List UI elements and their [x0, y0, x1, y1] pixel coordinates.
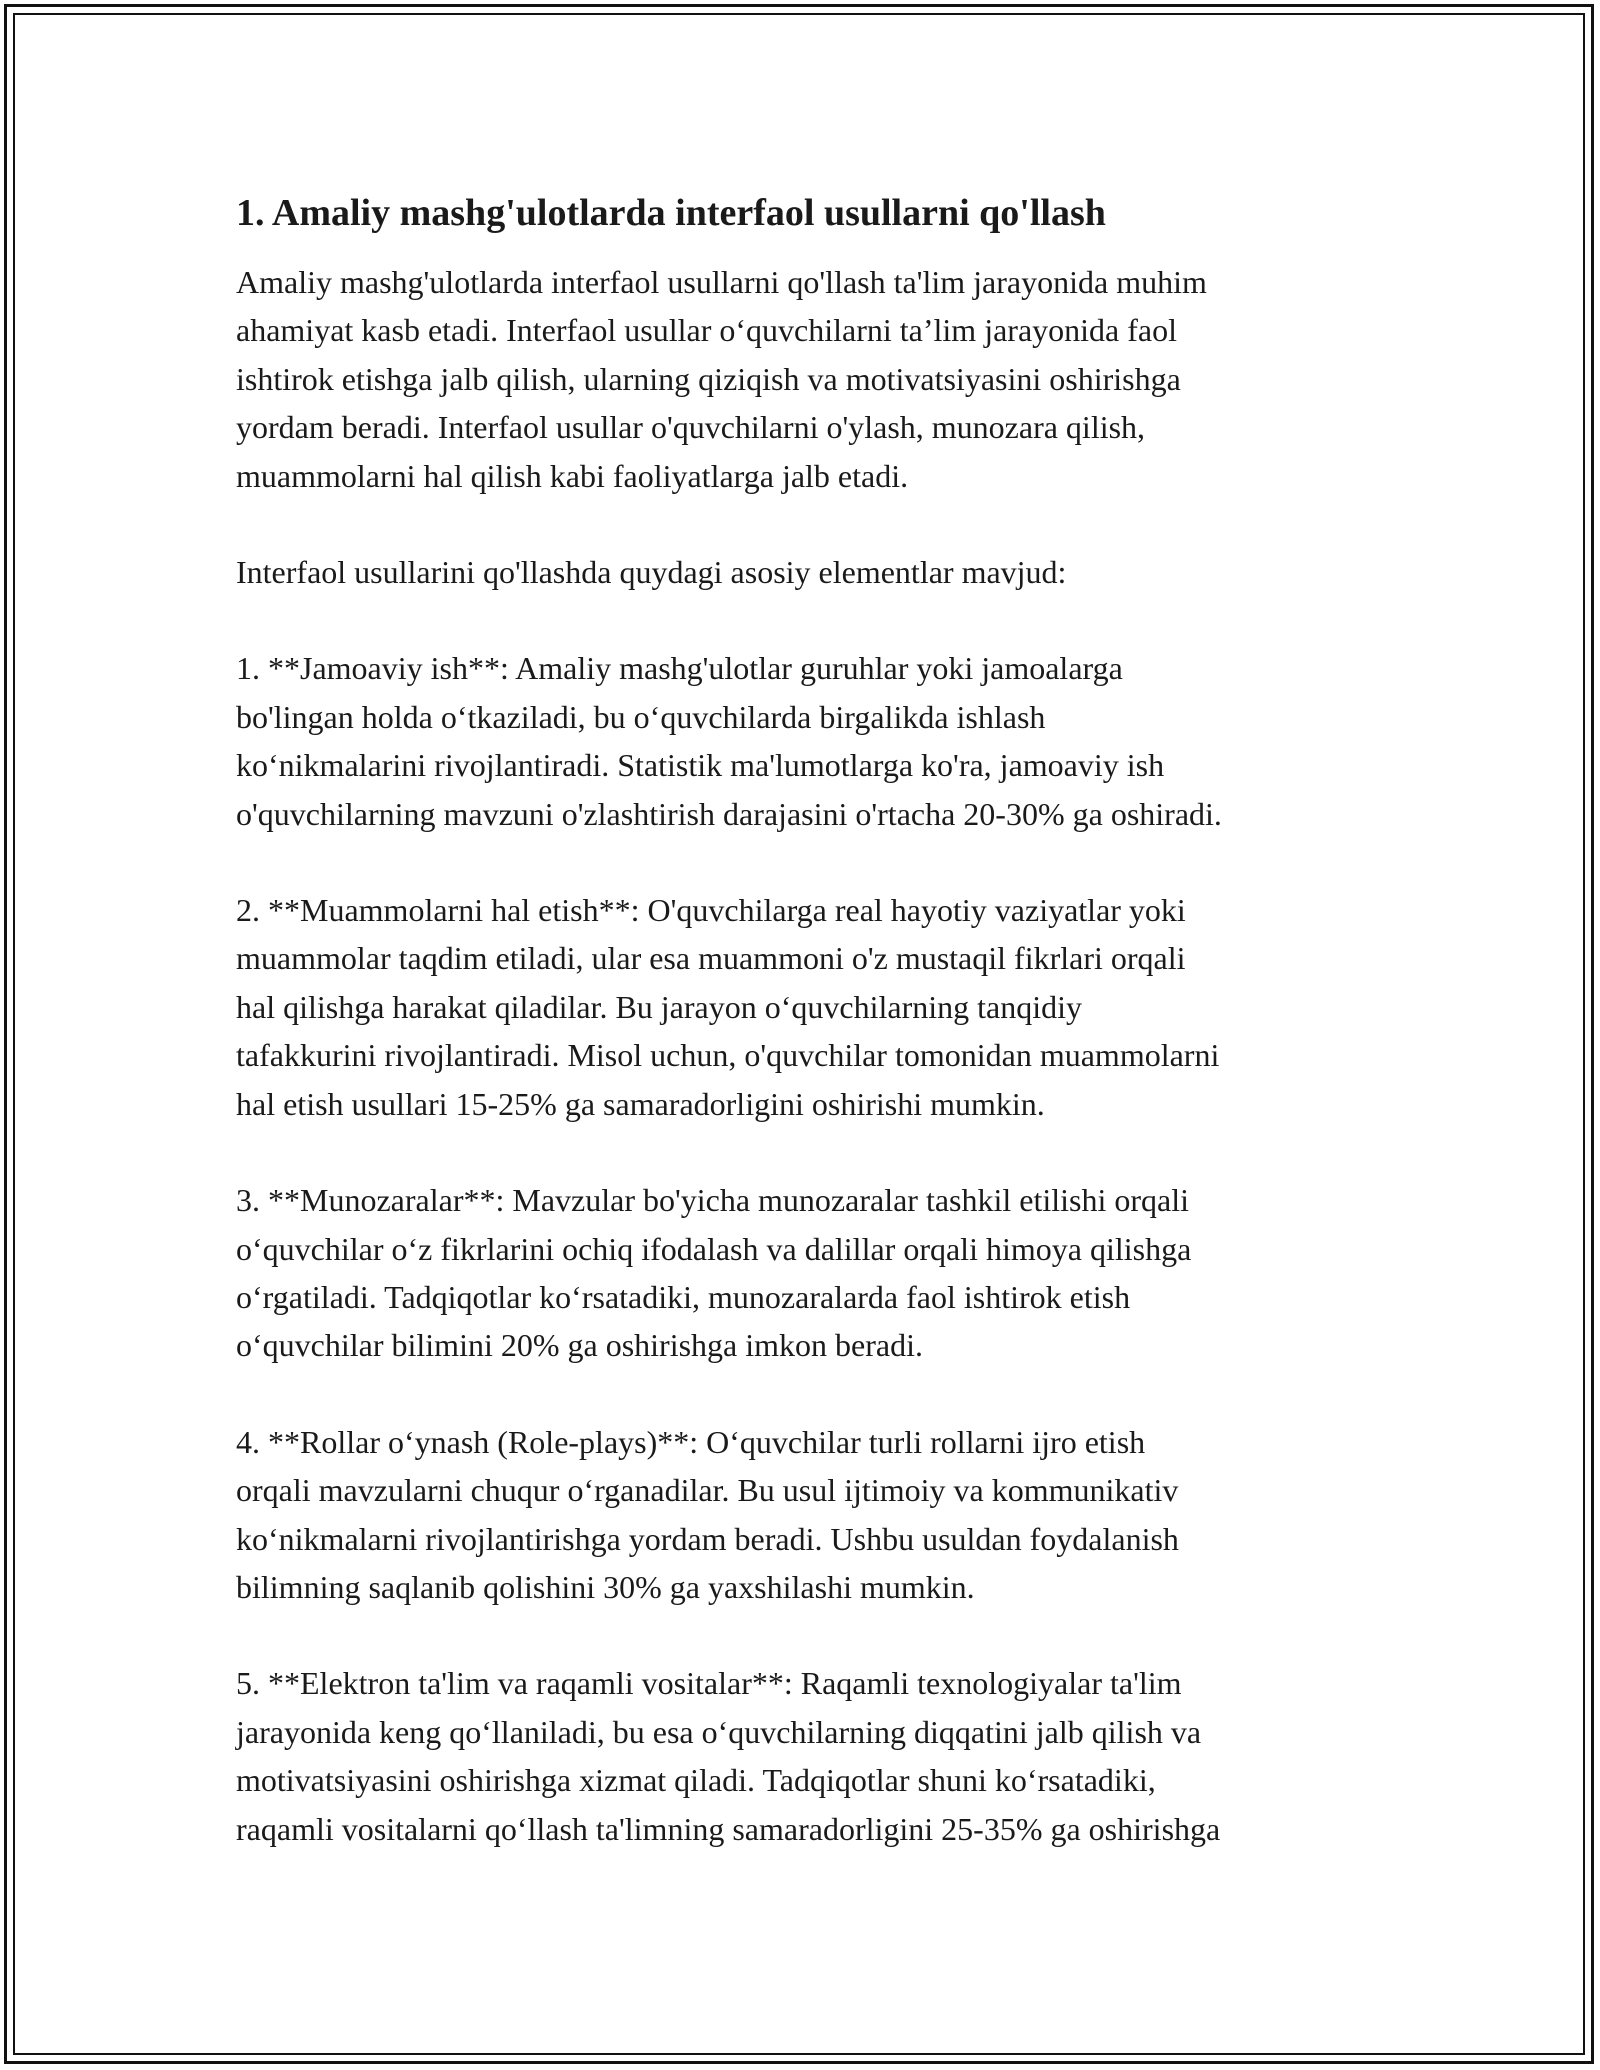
- text-line: orqali mavzularni chuqur o‘rganadilar. Bu usul ijtimoiy va kommunikativ: [236, 1472, 1179, 1509]
- text-line: 1. **Jamoaviy ish**: Amaliy mashg'ulotlar guruhlar yoki jamoalarga: [236, 650, 1123, 687]
- text-line: 4. **Rollar o‘ynash (Role-plays)**: O‘quvchilar turli rollarni ijro etish: [236, 1423, 1146, 1460]
- text-line: 5. **Elektron ta'lim va raqamli vositalar**: Raqamli texnologiyalar ta'lim: [236, 1665, 1182, 1702]
- text-line: o‘quvchilar o‘z fikrlarini ochiq ifodalash va dalillar orqali himoya qilishga: [236, 1230, 1192, 1267]
- text-line: ko‘nikmalarni rivojlantirishga yordam beradi. Ushbu usuldan foydalanish: [236, 1520, 1179, 1557]
- list-item-elektron-talim: [236, 1659, 1386, 1853]
- text-line: o‘quvchilar bilimini 20% ga oshirishga imkon beradi.: [236, 1327, 923, 1364]
- text-line: tafakkurini rivojlantiradi. Misol uchun, o'quvchilar tomonidan muammolarni: [236, 1037, 1220, 1074]
- text-line: hal qilishga harakat qiladilar. Bu jarayon o‘quvchilarning tanqidiy: [236, 988, 1082, 1025]
- text-line: bilimning saqlanib qolishini 30% ga yaxshilashi mumkin.: [236, 1568, 975, 1605]
- text-line: ishtirok etishga jalb qilish, ularning qiziqish va motivatsiyasini oshirishga: [236, 360, 1181, 397]
- text-line: yordam beradi. Interfaol usullar o'quvchilarni o'ylash, munozara qilish,: [236, 409, 1146, 446]
- text-line: o‘rgatiladi. Tadqiqotlar ko‘rsatadiki, munozaralarda faol ishtirok etish: [236, 1278, 1131, 1315]
- text-line: bo'lingan holda o‘tkaziladi, bu o‘quvchilarda birgalikda ishlash: [236, 698, 1046, 735]
- paragraph-intro: [236, 258, 1386, 500]
- text-line: Interfaol usullarini qo'llashda quydagi asosiy elementlar mavjud:: [236, 554, 1067, 591]
- list-item-rollar-oynash: [236, 1418, 1386, 1612]
- list-item-munozaralar: [236, 1176, 1386, 1370]
- text-line: 3. **Munozaralar**: Mavzular bo'yicha munozaralar tashkil etilishi orqali: [236, 1182, 1190, 1219]
- text-line: 2. **Muammolarni hal etish**: O'quvchilarga real hayotiy vaziyatlar yoki: [236, 892, 1186, 929]
- text-line: motivatsiyasini oshirishga xizmat qiladi. Tadqiqotlar shuni ko‘rsatadiki,: [236, 1762, 1156, 1799]
- list-item-jamoaviy-ish: [236, 644, 1386, 838]
- text-line: muammolarni hal qilish kabi faoliyatlarga jalb etadi.: [236, 457, 909, 494]
- document-page: [236, 188, 1386, 1901]
- section-heading: 1. Amaliy mashg'ulotlarda interfaol usullarni qo'llash: [236, 192, 1106, 234]
- text-line: hal etish usullari 15-25% ga samaradorligini oshirishi mumkin.: [236, 1085, 1045, 1122]
- paragraph-elements-intro: [236, 548, 1386, 596]
- text-line: Amaliy mashg'ulotlarda interfaol usullarni qo'llash ta'lim jarayonida muhim: [236, 264, 1207, 300]
- text-line: o'quvchilarning mavzuni o'zlashtirish darajasini o'rtacha 20-30% ga oshiradi.: [236, 795, 1222, 832]
- text-line: ahamiyat kasb etadi. Interfaol usullar o‘quvchilarni ta’lim jarayonida faol: [236, 312, 1177, 349]
- text-line: jarayonida keng qo‘llaniladi, bu esa o‘quvchilarning diqqatini jalb qilish va: [236, 1713, 1202, 1750]
- text-line: raqamli vositalarni qo‘llash ta'limning samaradorligini 25-35% ga oshirishga: [236, 1810, 1221, 1847]
- text-line: ko‘nikmalarini rivojlantiradi. Statistik ma'lumotlarga ko'ra, jamoaviy ish: [236, 747, 1165, 784]
- list-item-muammolarni-hal-etish: [236, 886, 1386, 1128]
- text-line: muammolar taqdim etiladi, ular esa muammoni o'z mustaqil fikrlari orqali: [236, 940, 1186, 977]
